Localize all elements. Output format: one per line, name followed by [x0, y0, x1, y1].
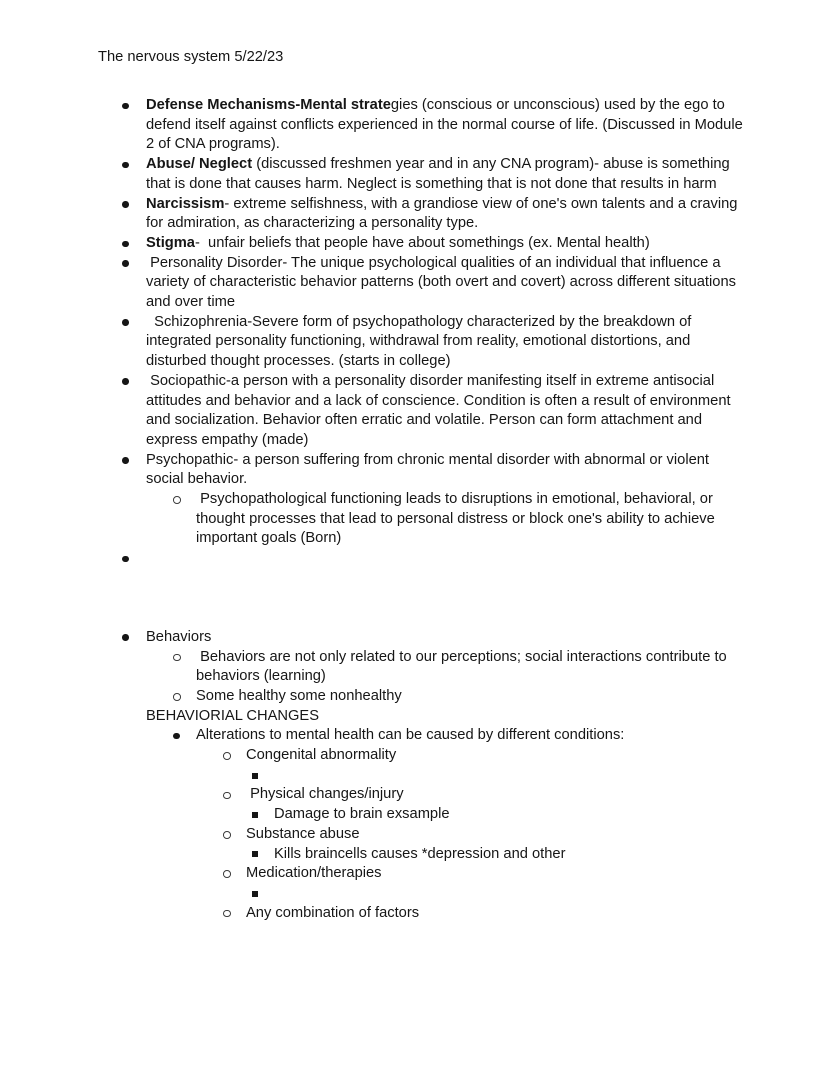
list-item [0, 648, 746, 687]
bullet-circle-icon [223, 746, 246, 766]
bullet-disc-icon [122, 234, 146, 254]
list-item [0, 549, 746, 569]
bullet-disc-icon [122, 549, 146, 569]
list-item-text [146, 372, 746, 451]
list-item-text [196, 490, 746, 549]
bullet-disc-glyph [122, 260, 129, 267]
bullet-circle-glyph [223, 831, 231, 839]
list-item [0, 766, 746, 786]
list-item [0, 254, 746, 313]
list-item-text [196, 726, 746, 746]
list-item-text [146, 628, 746, 648]
bullet-circle-icon [223, 785, 246, 805]
bullet-disc-icon [173, 726, 196, 746]
bullet-disc-icon [122, 254, 146, 274]
list-item-text [246, 746, 746, 766]
bullet-circle-icon [223, 864, 246, 884]
list-item-text [146, 195, 746, 234]
bullet-disc-glyph [122, 556, 129, 563]
list-item-text [196, 687, 746, 707]
list-item [0, 451, 746, 490]
bullet-disc-icon [122, 313, 146, 333]
bullet-square-glyph [252, 773, 258, 779]
list-item-text [146, 254, 746, 313]
text-segment: Congenital abnormality [246, 747, 397, 764]
list-item-text [146, 155, 746, 194]
text-segment: Behaviors are not only related to our perceptions; social interactions contribute to behaviors (learning) [196, 648, 731, 685]
list-item [0, 845, 746, 865]
bullet-circle-glyph [223, 910, 231, 918]
bullet-disc-glyph [122, 457, 129, 464]
text-segment: Some healthy some nonhealthy [196, 687, 402, 704]
text-segment: Sociopathic-a person with a personality disorder manifesting itself in extreme antisocial attitudes and behavior and a lack of conscience. Condition is often a result of environment and socialization. Behavior often erratic and volatile. Person can form attachment and express empathy (made) [146, 372, 735, 448]
list-item-text [274, 805, 746, 825]
list-item-text [196, 648, 746, 687]
bullet-circle-glyph [223, 870, 231, 878]
bullet-disc-icon [122, 451, 146, 471]
text-segment: BEHAVIORIAL CHANGES [146, 707, 320, 724]
text-segment: (discussed freshmen year and in any CNA program)- abuse is something that is done that causes harm. Neglect is something that is not done that results in harm [146, 156, 734, 192]
bullet-circle-glyph [173, 496, 181, 504]
bullet-circle-icon [173, 687, 196, 707]
bullet-disc-glyph [122, 319, 129, 326]
list-item [0, 195, 746, 234]
text-segment: Substance abuse [246, 825, 360, 842]
bullet-circle-icon [173, 648, 196, 668]
list-item [0, 372, 746, 451]
text-segment: Medication/therapies [246, 865, 382, 882]
list-item-text [274, 845, 746, 865]
bullet-square-glyph [252, 812, 258, 818]
list-item-text [146, 707, 746, 727]
bullet-circle-icon [173, 490, 196, 510]
list-item [0, 805, 746, 825]
bullet-circle-icon [223, 825, 246, 845]
list-item-text [146, 234, 746, 254]
bullet-square-icon [252, 884, 274, 904]
bullet-square-glyph [252, 851, 258, 857]
document-title: The nervous system 5/22/23 [98, 49, 284, 65]
bullet-disc-glyph [122, 241, 129, 248]
list-item-text [274, 884, 746, 904]
list-item-text [274, 766, 746, 786]
document-body [0, 96, 746, 923]
text-segment: Personality Disorder- The unique psychological qualities of an individual that influence a variety of characteristic behavior patterns (both overt and covert) across different situations and over time [146, 254, 741, 311]
text-segment: Physical changes/injury [246, 786, 404, 803]
blank-lines-spacer [0, 569, 746, 628]
bullet-disc-glyph [122, 103, 129, 110]
list-item-text [246, 825, 746, 845]
list-item [0, 155, 746, 194]
list-item [0, 234, 746, 254]
text-segment-bold: Stigma [146, 234, 195, 251]
text-segment: Psychopathological functioning leads to disruptions in emotional, behavioral, or thought processes that lead to personal distress or block one's ability to achieve important goals (Born) [196, 491, 719, 547]
bullet-circle-glyph [173, 654, 181, 662]
text-segment: Damage to brain exsample [274, 806, 450, 823]
bullet-disc-glyph [122, 201, 129, 208]
list-item [0, 726, 746, 746]
text-segment: - extreme selfishness, with a grandiose view of one's own talents and a craving for admiration, as characterizing a personality type. [146, 195, 742, 232]
list-item [0, 904, 746, 924]
list-item [0, 96, 746, 155]
text-segment: Schizophrenia-Severe form of psychopathology characterized by the breakdown of integrated personality functioning, withdrawal from reality, emotional distortions, and disturbed thought processes. (starts in college) [146, 313, 696, 370]
bullet-disc-icon [122, 628, 146, 648]
text-segment-bold: Narcissism [146, 195, 225, 212]
text-segment-bold: Abuse/ Neglect [146, 156, 253, 173]
bullet-square-icon [252, 766, 274, 786]
list-item-text [246, 864, 746, 884]
list-item-text [146, 313, 746, 372]
list-item-text [146, 451, 746, 490]
list-item [0, 785, 746, 805]
text-segment: Any combination of factors [246, 904, 420, 921]
text-segment: Psychopathic- a person suffering from chronic mental disorder with abnormal or violent social behavior. [146, 451, 714, 488]
bullet-disc-icon [122, 155, 146, 175]
bullet-square-glyph [252, 891, 258, 897]
bullet-disc-glyph [173, 733, 180, 740]
text-segment: Kills braincells causes *depression and other [274, 845, 566, 862]
list-item-text [146, 549, 746, 569]
bullet-circle-glyph [223, 792, 231, 800]
text-segment: Behaviors [146, 628, 212, 645]
bullet-square-icon [252, 805, 274, 825]
bullet-disc-glyph [122, 378, 129, 385]
bullet-disc-glyph [122, 634, 129, 641]
list-item-text [246, 904, 746, 924]
list-item [0, 884, 746, 904]
bullet-square-icon [252, 845, 274, 865]
list-item-text [246, 785, 746, 805]
list-item [0, 313, 746, 372]
text-segment: - unfair beliefs that people have about somethings (ex. Mental health) [194, 234, 650, 251]
list-item [0, 825, 746, 845]
list-item [0, 628, 746, 648]
list-item-text [146, 96, 746, 155]
list-item [0, 490, 746, 549]
bullet-circle-glyph [223, 752, 231, 760]
bullet-disc-icon [122, 96, 146, 116]
bullet-circle-glyph [173, 693, 181, 701]
paragraph [0, 707, 746, 727]
text-segment-bold: Defense Mechanisms-Mental strate [146, 97, 391, 113]
text-segment: Alterations to mental health can be caused by different conditions: [196, 727, 625, 744]
text-segment: gies (conscious or unconscious) used by the ego to defend itself against conflicts experienced in the normal course of life. (Discussed in Module 2 of CNA programs). [146, 97, 747, 153]
list-item [0, 864, 746, 884]
list-item [0, 746, 746, 766]
list-item [0, 687, 746, 707]
bullet-circle-icon [223, 904, 246, 924]
bullet-disc-glyph [122, 162, 129, 169]
bullet-disc-icon [122, 195, 146, 215]
bullet-disc-icon [122, 372, 146, 392]
